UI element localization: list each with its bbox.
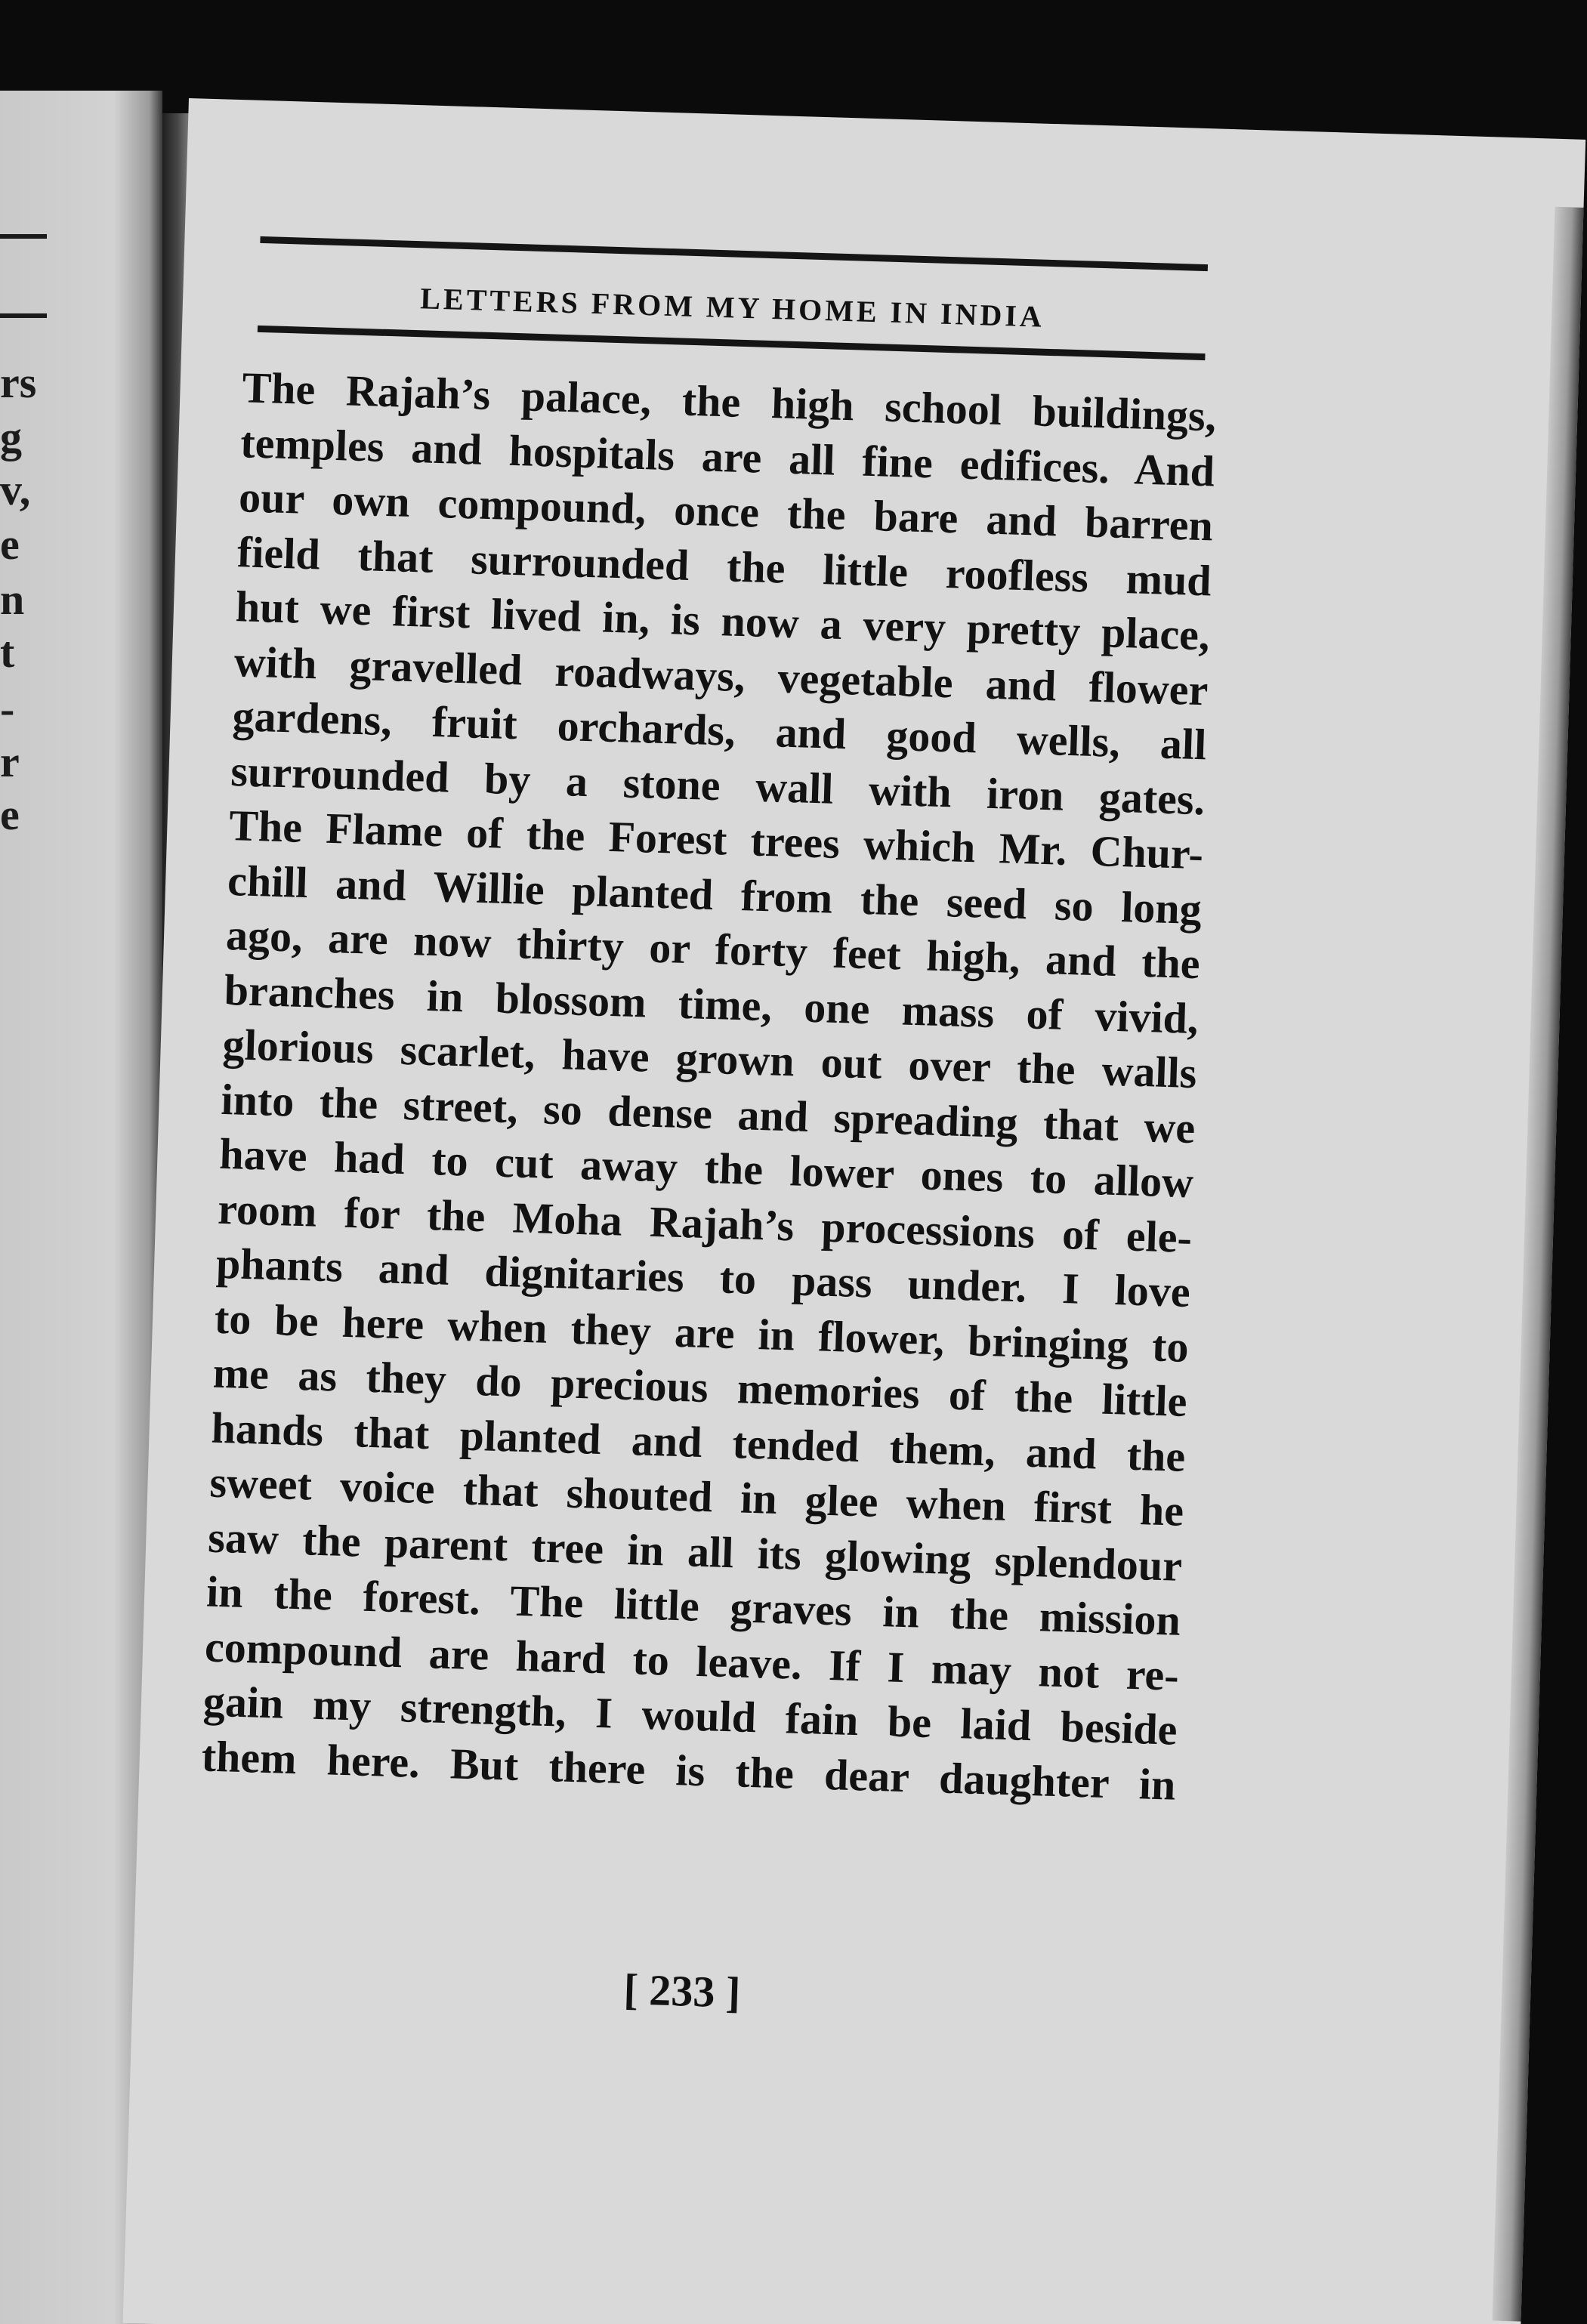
facing-page-fragment: e — [0, 520, 20, 569]
text-line: The Flame of the Forest trees which Mr. Chur- — [228, 801, 1204, 879]
text-line: field that surrounded the little roofless mud — [236, 526, 1212, 605]
text-line: our own compound, once the bare and barren — [238, 472, 1214, 551]
facing-page-fragment: v, — [0, 465, 31, 514]
facing-page-fragment: e — [0, 790, 20, 839]
text-line: phants and dignitaries to pass under. I love — [215, 1238, 1191, 1317]
text-line: surrounded by a stone wall with iron gates. — [230, 745, 1206, 824]
text-line: The Rajah’s palace, the high school buildings, — [241, 363, 1218, 441]
page-number: [ 233 ] — [622, 1964, 742, 2017]
text-line: into the street, so dense and spreading that we — [220, 1074, 1196, 1153]
text-line: hut we first lived in, is now a very pretty place, — [235, 582, 1211, 660]
text-line: glorious scarlet, have grown out over the walls — [221, 1019, 1198, 1098]
running-title: LETTERS FROM MY HOME IN INDIA — [419, 281, 1045, 334]
facing-page-fragment: g — [0, 412, 22, 461]
facing-page-fragment: r — [0, 737, 20, 786]
text-line: to be here when they are in flower, bringing to — [214, 1293, 1190, 1372]
page-edge — [1492, 207, 1583, 2322]
text-line: temples and hospitals are all fine edifices. And — [239, 417, 1215, 495]
text-line: have had to cut away the lower ones to allow — [218, 1128, 1194, 1208]
book-page — [123, 98, 1586, 2324]
text-line: gardens, fruit orchards, and good wells, all — [231, 691, 1208, 770]
text-line: branches in blossom time, one mass of vivid, — [224, 964, 1200, 1043]
text-line: sweet voice that shouted in glee when first he — [208, 1457, 1185, 1535]
text-line: compound are hard to leave. If I may not re- — [204, 1622, 1180, 1700]
facing-page-fragment: t — [0, 628, 15, 677]
text-line: me as they do precious memories of the little — [211, 1347, 1188, 1426]
header-rule-top — [260, 236, 1208, 271]
text-line: gain my strength, I would fain be laid beside — [202, 1676, 1178, 1755]
facing-page-fragment: - — [0, 684, 15, 733]
text-line: saw the parent tree in all its glowing splendour — [207, 1512, 1183, 1591]
text-line: hands that planted and tended them, and the — [210, 1403, 1187, 1481]
facing-page-fragment: rs — [0, 358, 37, 407]
running-header — [261, 236, 1208, 334]
facing-page-rule — [0, 313, 47, 318]
text-line: chill and Willie planted from the seed so long — [227, 855, 1203, 934]
text-line: in the forest. The little graves in the mission — [205, 1566, 1181, 1645]
facing-page-fragment: n — [0, 575, 25, 624]
text-line: them here. But there is the dear daughter in — [200, 1730, 1177, 1810]
text-line: ago, are now thirty or forty feet high, and the — [225, 909, 1201, 989]
text-line: with gravelled roadways, vegetable and flower — [233, 636, 1209, 714]
body-text — [200, 360, 1218, 2017]
facing-page-rule — [0, 234, 47, 239]
text-line: room for the Moha Rajah’s processions of ele- — [217, 1184, 1193, 1262]
